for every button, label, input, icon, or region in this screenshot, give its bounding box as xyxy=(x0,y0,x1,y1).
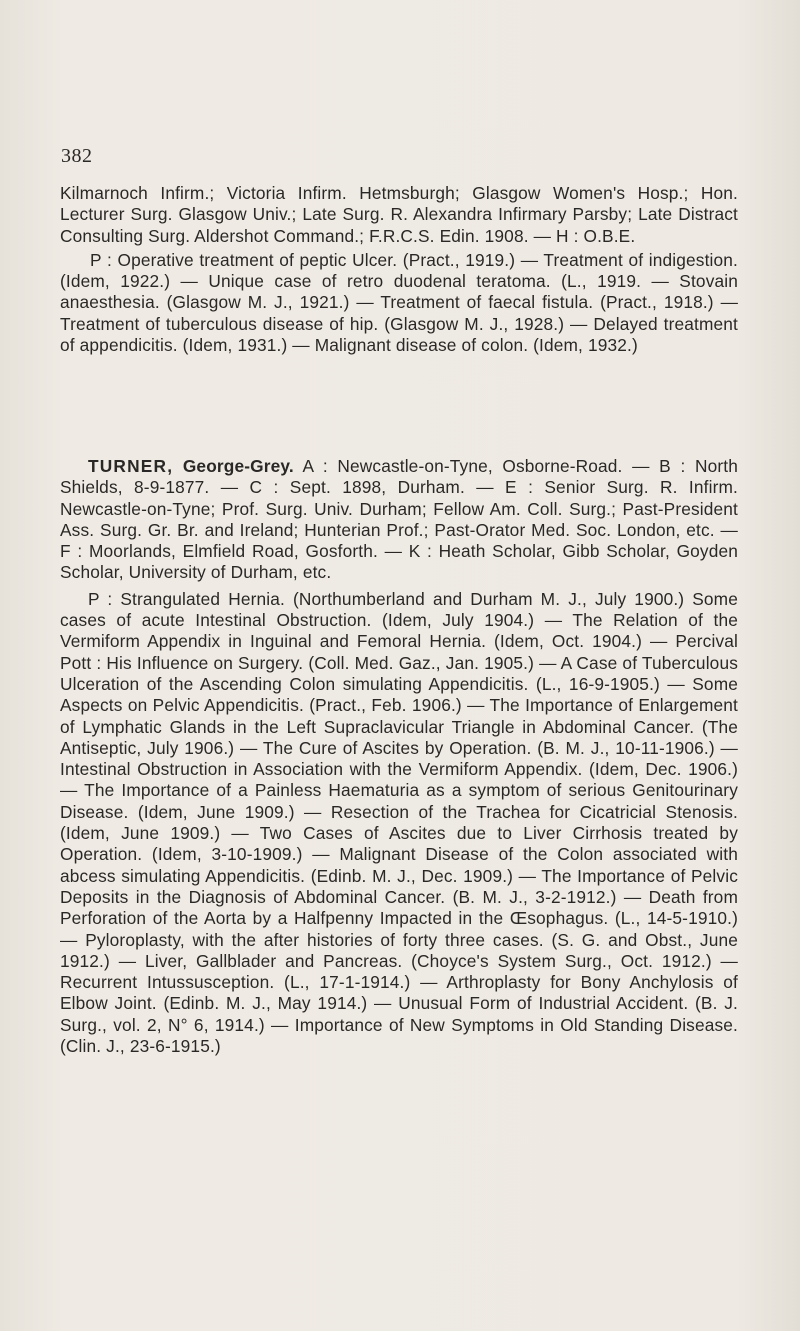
entry-biography-paragraph xyxy=(60,456,738,584)
page-number: 382 xyxy=(61,145,93,167)
continued-entry xyxy=(60,183,738,356)
entry-publications-paragraph: P : Strangulated Hernia. (Northumberland and Durham M. J., July 1900.) Some cases of acute Intestinal Obstruction. (Idem, July 1904.) — The Relation of the Vermiform Appendix in Inguinal and Femoral Hernia. (Idem, Oct. 1904.) — Percival Pott : His Influence on Surgery. (Coll. Med. Gaz., Jan. 1905.) — A Case of Tuberculous Ulceration of the Ascending Colon simulating Appendicitis. (L., 16-9-1905.) — Some Aspects on Pelvic Appendicitis. (Pract., Feb. 1906.) — The Importance of Enlargement of Lymphatic Glands in the Left Supraclavicular Triangle in Abdominal Cancer. (The Antiseptic, July 1906.) — The Cure of Ascites by Operation. (B. M. J., 10-11-1906.) — Intestinal Obstruction in Association with the Vermiform Appendix. (Idem, Dec. 1906.) — The Importance of a Painless Haematuria as a symptom of serious Genitourinary Disease. (Idem, June 1909.) — Resection of the Trachea for Cicatricial Stenosis. (Idem, June 1909.) — Two Cases of Ascites due to Liver Cirrhosis treated by Operation. (Idem, 3-10-1909.) — Malignant Disease of the Colon associated with abcess simulating Appendicitis. (Edinb. M. J., Dec. 1909.) — The Importance of Pelvic Deposits in the Diagnosis of Abdominal Cancer. (B. M. J., 3-2-1912.) — Death from Perforation of the Aorta by a Halfpenny Impacted in the Œsophagus. (L., 14-5-1910.) — Pyloroplasty, with the after histories of forty three cases. (S. G. and Obst., June 1912.) — Liver, Gallblader and Pancreas. (Choyce's System Surg., Oct. 1912.) — Recurrent Intussusception. (L., 17-1-1914.) — Arthroplasty for Bony Anchylosis of Elbow Joint. (Edinb. M. J., May 1914.) — Unusual Form of Industrial Accident. (B. J. Surg., vol. 2, N° 6, 1914.) — Importance of New Symptoms in Old Standing Disease. (Clin. J., 23-6-1915.) xyxy=(60,588,738,1057)
turner-entry xyxy=(60,456,738,1057)
entry-given-names: George-Grey. xyxy=(182,456,294,476)
entry-surname: TURNER, xyxy=(88,456,174,476)
entry-publications-paragraph: P : Operative treatment of peptic Ulcer. (Pract., 1919.) — Treatment of indigestion. (Idem, 1922.) — Unique case of retro duodenal teratoma. (L., 1919. — Stovain anaesthesia. (Glasgow M. J., 1921.) — Treatment of faecal fistula. (Pract., 1918.) — Treatment of tuberculous disease of hip. (Glasgow M. J., 1928.) — Delayed treatment of appendicitis. (Idem, 1931.) — Malignant disease of colon. (Idem, 1932.) xyxy=(60,249,738,356)
entry-career-paragraph: Kilmarnoch Infirm.; Victoria Infirm. Hetmsburgh; Glasgow Women's Hosp.; Hon. Lecturer Surg. Glasgow Univ.; Late Surg. R. Alexandra Infirmary Parsby; Late Distract Consulting Surg. Aldershot Command.; F.R.C.S. Edin. 1908. — H : O.B.E. xyxy=(60,183,738,246)
entry-biography-text: A : Newcastle-on-Tyne, Osborne-Road. — B : North Shields, 8-9-1877. — C : Sept. 1898, Durham. — E : Senior Surg. R. Infirm. Newcastle-on-Tyne; Prof. Surg. Univ. Durham; Fellow Am. Coll. Surg.; Past-President Ass. Surg. Gr. Br. and Ireland; Hunterian Prof.; Past-Orator Med. Soc. London, etc. — F : Moorlands, Elmfield Road, Gosforth. — K : Heath Scholar, Gibb Scholar, Goyden Scholar, University of Durham, etc. xyxy=(60,456,739,583)
